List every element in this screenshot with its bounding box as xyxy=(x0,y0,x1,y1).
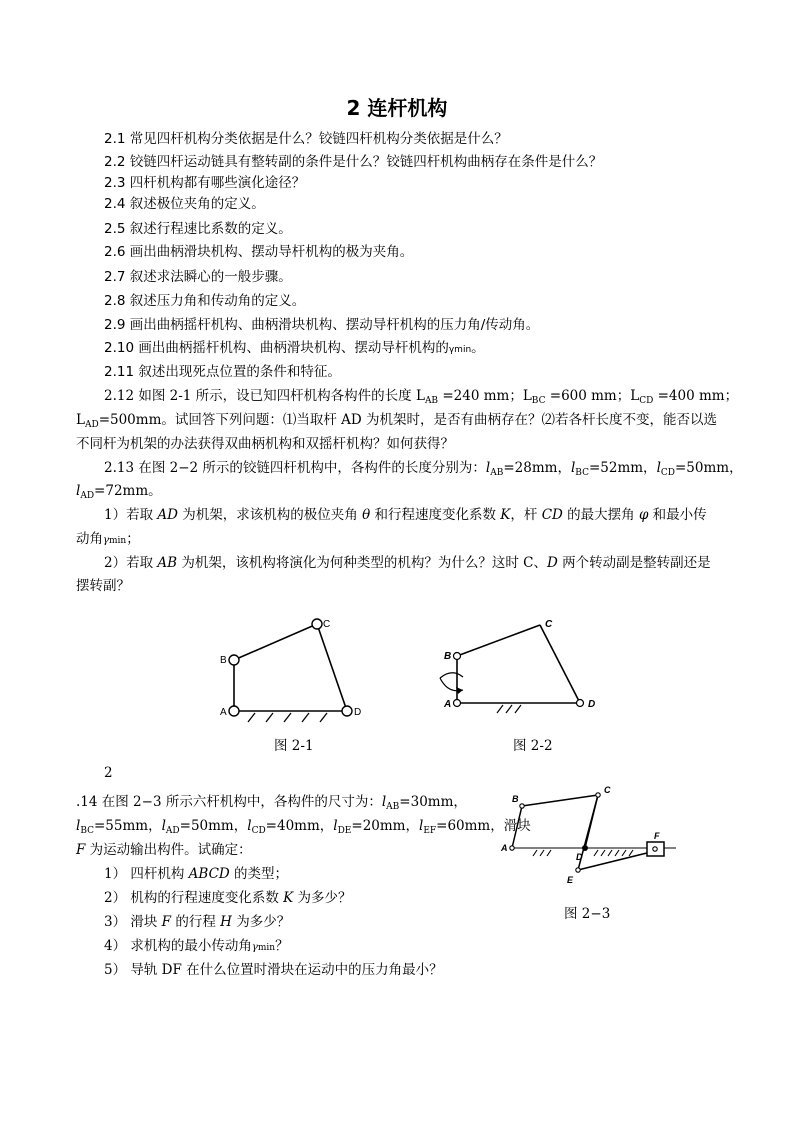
fig21-label-b: B xyxy=(220,655,227,666)
question-2-14-item1: 1） 四杆机构 ABCD 的类型； xyxy=(104,866,289,882)
fig21-ground-hatch xyxy=(248,713,327,722)
question-2-14-item5: 5） 导轨 DF 在什么位置时滑块在运动中的压力角最小？ xyxy=(104,962,443,978)
question-2-5: 2.5 叙述行程速比系数的定义。 xyxy=(104,221,292,237)
fig22-ground-hatch xyxy=(497,705,521,713)
question-2-14-number: 2 xyxy=(104,765,113,781)
question-2-13-line1: 2.13 在图 2−2 所示的铰链四杆机构中，各构件的长度分别为：$l_{AB}=28mm$，$l_{BC}=52mm$，$l_{CD}=50mm$， xyxy=(104,460,743,478)
question-2-12-line2: $L_{AD}=500mm$。试回答下列问题：⑴当取杆 AD 为机架时，是否有曲柄存在？⑵若各杆长度不变，能否以选 xyxy=(76,412,718,430)
question-2-11: 2.11 叙述出现死点位置的条件和特征。 xyxy=(104,364,341,380)
fig21-joint-b xyxy=(229,655,239,665)
question-2-10: 2.10 画出曲柄摇杆机构、曲柄滑块机构、摆动导杆机构的γmin。 xyxy=(104,340,485,356)
fig22-label-b: B xyxy=(444,651,452,662)
question-2-14-item4: 4） 求机构的最小传动角γmin？ xyxy=(104,938,289,954)
question-2-3: 2.3 四杆机构都有哪些演化途径？ xyxy=(104,175,306,191)
question-2-7: 2.7 叙述求法瞬心的一般步骤。 xyxy=(104,269,292,285)
fig23-joint-f xyxy=(653,847,657,851)
question-2-14-item3: 3） 滑块 F 的行程 H 为多少？ xyxy=(104,914,291,930)
fig21-joint-a xyxy=(229,706,239,716)
fig23-joint-d xyxy=(582,845,588,851)
question-2-12-line3: 不同杆为机架的办法获得双曲柄机构和双摇杆机构？如何获得？ xyxy=(76,436,454,452)
fig21-label-c: C xyxy=(323,619,331,630)
fig21-label-a: A xyxy=(220,707,227,718)
fig23-joint-b xyxy=(520,804,524,808)
question-2-4: 2.4 叙述极位夹角的定义。 xyxy=(104,196,265,212)
fig23-label-e: E xyxy=(567,875,574,885)
fig23-joint-e xyxy=(576,868,580,872)
fig23-joint-a xyxy=(510,846,514,850)
fig21-joint-d xyxy=(342,706,352,716)
question-2-13-sub2-line2: 摆转副？ xyxy=(76,578,130,594)
question-2-2: 2.2 铰链四杆运动链具有整转副的条件是什么？铰链四杆机构曲柄存在条件是什么？ xyxy=(104,154,603,170)
fig22-label-c: C xyxy=(545,619,553,630)
question-2-14-line3: F 为运动输出构件。试确定： xyxy=(76,842,252,858)
fig22-joint-b xyxy=(454,653,461,660)
fig23-label-a: A xyxy=(501,843,508,853)
question-2-6: 2.6 画出曲柄滑块机构、摆动导杆机构的极为夹角。 xyxy=(104,244,414,260)
fig21-links xyxy=(234,624,347,711)
question-2-13-sub1-line2: 动角γmin； xyxy=(76,531,140,547)
fig23-label-f: F xyxy=(654,831,660,841)
figure-2-2-caption: 图 2-2 xyxy=(513,738,553,754)
fig22-label-d: D xyxy=(588,699,596,710)
question-2-14-item2: 2） 机构的行程速度变化系数 K 为多少？ xyxy=(104,890,352,906)
fig22-joint-a xyxy=(454,700,461,707)
question-2-9: 2.9 画出曲柄摇杆机构、曲柄滑块机构、摆动导杆机构的压力角/传动角。 xyxy=(104,317,540,333)
question-2-1: 2.1 常见四杆机构分类依据是什么？铰链四杆机构分类依据是什么？ xyxy=(104,131,508,147)
question-2-13-line2: $l_{AD}=72mm$。 xyxy=(76,483,162,501)
fig23-label-d: D xyxy=(576,852,583,862)
fig23-label-c: C xyxy=(604,785,611,795)
fig21-joint-c xyxy=(312,619,322,629)
fig23-links xyxy=(512,795,676,870)
question-2-13-sub1: 1）若取 AD 为机架，求该机构的极位夹角 θ 和行程速度变化系数 K，杆 CD 的最大摆角 φ 和最小传 xyxy=(104,507,707,523)
figure-2-1-caption: 图 2-1 xyxy=(274,738,314,754)
question-2-13-sub2: 2）若取 AB 为机架，该机构将演化为何种类型的机构？为什么？这时 C、D 两个转动副是整转副还是 xyxy=(104,555,711,571)
question-2-14-line1: .14 在图 2−3 所示六杆机构中，各构件的尺寸为：$l_{AB}=30mm$， xyxy=(76,794,467,812)
fig23-joint-c xyxy=(596,793,600,797)
fig22-label-a: A xyxy=(444,699,452,710)
fig23-label-b: B xyxy=(512,794,519,804)
page-title: 2 连杆机构 xyxy=(346,96,448,120)
figure-2-3-caption: 图 2−3 xyxy=(564,906,611,922)
question-2-12-line1: 2.12 如图 2-1 所示，设已知四杆机构各构件的长度 $L_{AB} =240$ mm；$L_{BC} =600$ mm；$L_{CD} =400$ mm； xyxy=(104,388,739,406)
question-2-8: 2.8 叙述压力角和传动角的定义。 xyxy=(104,293,306,309)
fig22-joint-d xyxy=(577,700,584,707)
question-2-14-line2: $l_{BC}=55mm$，$l_{AD}=50mm$，$l_{CD}=40mm$，$l_{DE}=20mm$，$l_{EF}=60mm$，滑块 xyxy=(76,818,531,836)
fig21-label-d: D xyxy=(354,707,362,718)
